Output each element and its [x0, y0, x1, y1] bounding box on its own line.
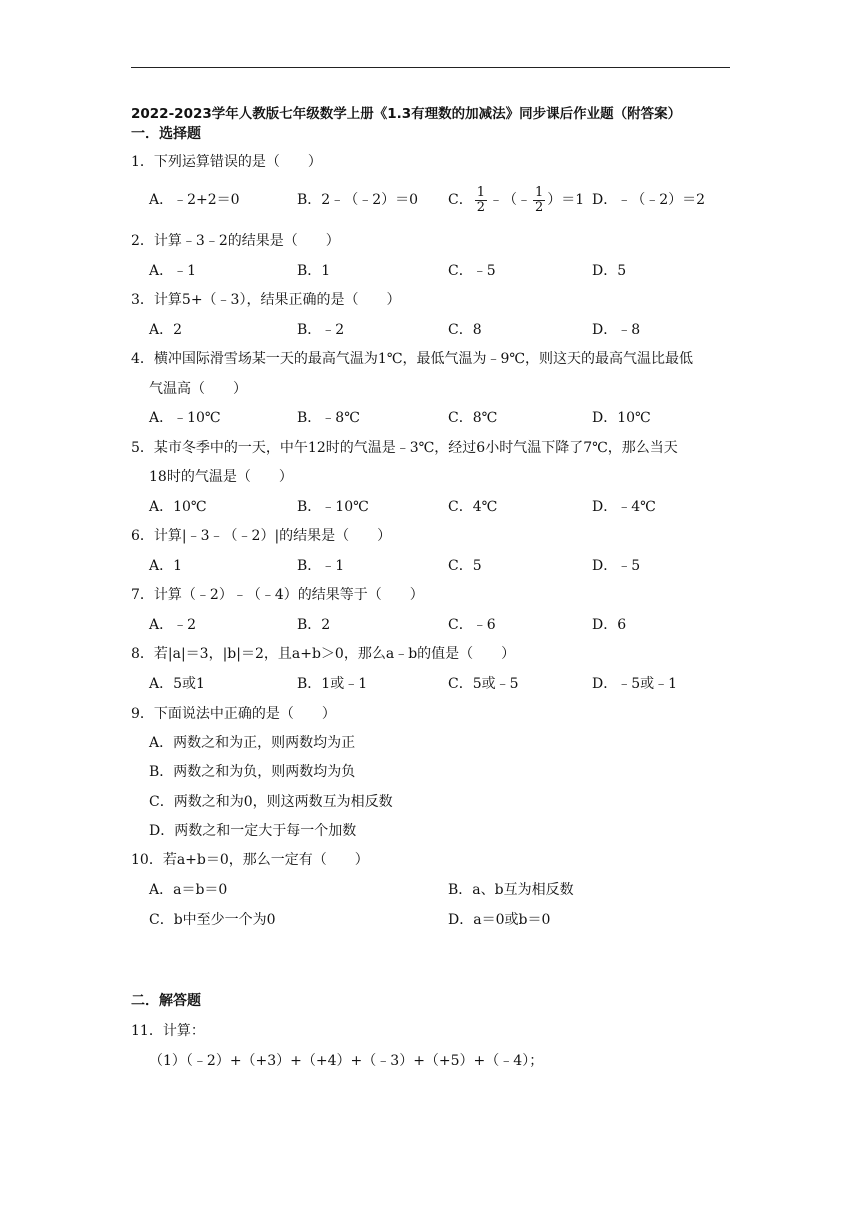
question-4-stem-line1: 4．横冲国际滑雪场某一天的最高气温为1℃，最低气温为﹣9℃，则这天的最高气温比最低 [131, 351, 694, 367]
question-1-option-b: B．2﹣（﹣2）＝0 [297, 192, 419, 208]
question-8-option-a: A．5或1 [149, 676, 205, 692]
question-8-stem: 8．若|a|＝3，|b|＝2，且a+b＞0，那么a﹣b的值是（ ） [131, 646, 516, 662]
question-10-option-c: C．b中至少一个为0 [149, 912, 276, 928]
question-9-stem: 9．下面说法中正确的是（ ） [131, 706, 336, 722]
question-10-option-d: D．a＝0或b＝0 [448, 912, 551, 928]
question-6-stem: 6．计算|﹣3﹣（﹣2）|的结果是（ ） [131, 528, 392, 544]
question-9-option-d: D．两数之和一定大于每一个加数 [149, 823, 357, 839]
question-5-option-a: A．10℃ [149, 499, 207, 515]
question-1-option-d: D．﹣（﹣2）＝2 [592, 192, 706, 208]
question-6-option-d: D．﹣5 [592, 558, 641, 574]
header-rule [131, 67, 730, 68]
question-4-option-d: D．10℃ [592, 410, 651, 426]
question-1-option-a: A．﹣2+2＝0 [149, 192, 240, 208]
question-3-option-d: D．﹣8 [592, 322, 641, 338]
fraction-half-1: $\frac{1}{2}$ [476, 184, 485, 215]
question-8-option-c: C．5或﹣5 [448, 676, 519, 692]
question-5-option-c: C．4℃ [448, 499, 498, 515]
section-heading-solve: 二．解答题 [131, 993, 201, 1009]
question-3-option-b: B．﹣2 [297, 322, 345, 338]
question-3-stem: 3．计算5+（﹣3），结果正确的是（ ） [131, 292, 401, 308]
question-6-option-c: C．5 [448, 558, 482, 574]
question-4-stem-line2: 气温高（ ） [149, 381, 247, 397]
question-1-stem: 1．下列运算错误的是（ ） [131, 154, 322, 170]
question-4-option-b: B．﹣8℃ [297, 410, 360, 426]
question-8-option-b: B．1或﹣1 [297, 676, 368, 692]
question-7-option-c: C．﹣6 [448, 617, 496, 633]
question-10-option-b: B．a、b互为相反数 [448, 882, 574, 898]
question-7-option-d: D．6 [592, 617, 627, 633]
question-5-stem-line1: 5．某市冬季中的一天，中午12时的气温是﹣3℃，经过6小时气温下降了7℃，那么当天 [131, 440, 678, 456]
question-5-option-d: D．﹣4℃ [592, 499, 656, 515]
question-6-option-b: B．﹣1 [297, 558, 345, 574]
question-7-option-a: A．﹣2 [149, 617, 197, 633]
question-5-option-b: B．﹣10℃ [297, 499, 369, 515]
question-7-stem: 7．计算（﹣2）﹣（﹣4）的结果等于（ ） [131, 587, 424, 603]
question-6-option-a: A．1 [149, 558, 183, 574]
question-9-option-a: A．两数之和为正，则两数均为正 [149, 735, 356, 751]
question-4-option-c: C．8℃ [448, 410, 498, 426]
question-3-option-c: C．8 [448, 322, 482, 338]
question-4-option-a: A．﹣10℃ [149, 410, 221, 426]
question-2-option-a: A．﹣1 [149, 263, 197, 279]
question-7-option-b: B．2 [297, 617, 331, 633]
question-3-option-a: A．2 [149, 322, 183, 338]
question-1-option-c: C． $\frac{1}{2}$ ﹣（﹣ $\frac{1}{2}$ ）＝1 [448, 184, 585, 215]
question-2-option-d: D．5 [592, 263, 627, 279]
question-5-stem-line2: 18时的气温是（ ） [149, 469, 293, 485]
document-title: 2022-2023学年人教版七年级数学上册《1.3有理数的加减法》同步课后作业题（附答案） [131, 106, 682, 122]
question-11-part-1: （1）（﹣2）+（+3）+（+4）+（﹣3）+（+5）+（﹣4）； [149, 1053, 544, 1069]
question-2-stem: 2．计算﹣3﹣2的结果是（ ） [131, 233, 340, 249]
section-heading-choice: 一．选择题 [131, 126, 201, 142]
question-11-stem: 11．计算： [131, 1023, 205, 1039]
question-2-option-c: C．﹣5 [448, 263, 496, 279]
question-10-option-a: A．a＝b＝0 [149, 882, 228, 898]
question-2-option-b: B．1 [297, 263, 331, 279]
question-9-option-b: B．两数之和为负，则两数均为负 [149, 764, 356, 780]
question-9-option-c: C．两数之和为0，则这两数互为相反数 [149, 794, 393, 810]
fraction-half-2: $\frac{1}{2}$ [535, 184, 544, 215]
question-8-option-d: D．﹣5或﹣1 [592, 676, 678, 692]
question-10-stem: 10．若a+b＝0，那么一定有（ ） [131, 852, 369, 868]
